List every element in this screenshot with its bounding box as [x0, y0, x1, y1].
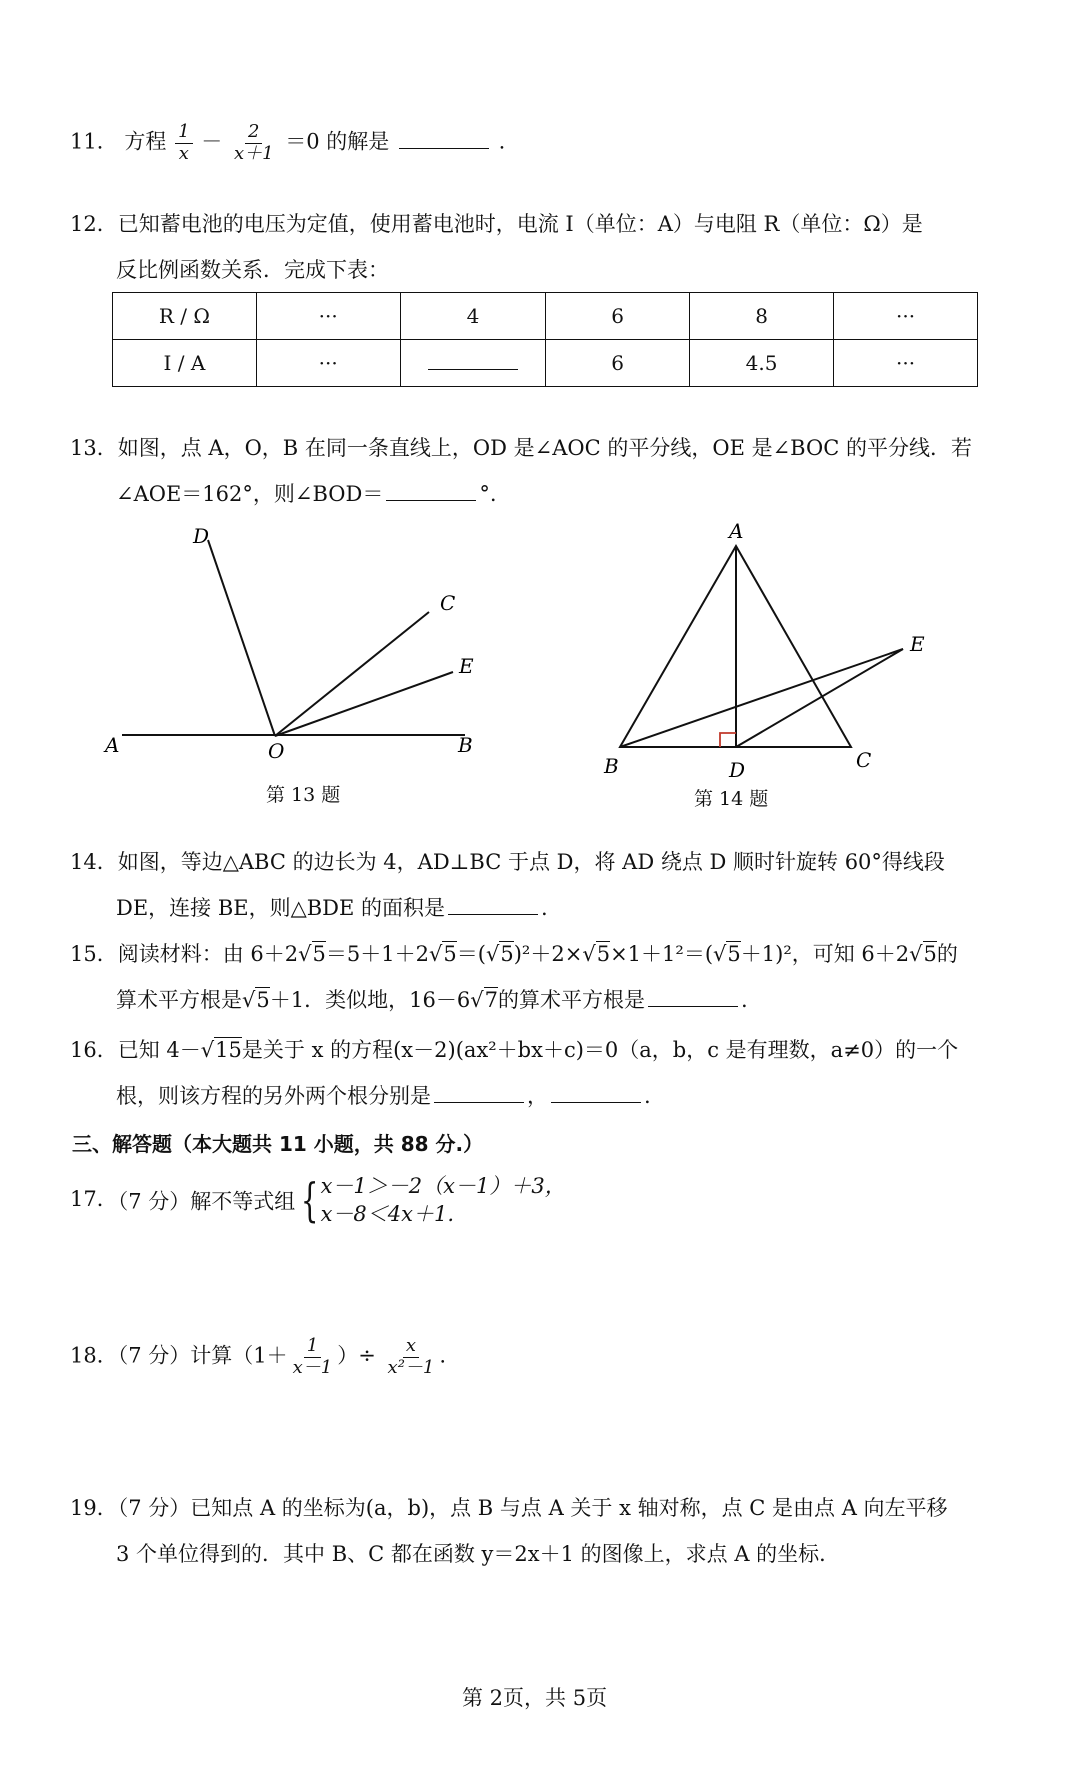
q18-text: （7 分）计算（1＋ — [117, 1343, 288, 1368]
ray-od — [208, 540, 275, 736]
q18-fraction-2 — [385, 1336, 438, 1378]
q15-text: ×1＋1²＝( — [610, 942, 714, 966]
label-b: B — [604, 754, 619, 778]
q17-text: （7 分）解不等式组 — [117, 1189, 296, 1214]
q11-prefix: 方程 — [124, 129, 167, 154]
q16-text: 根，则该方程的另外两个根分别是 — [116, 1084, 431, 1108]
sqrt-radicand: 5 — [256, 988, 270, 1012]
table-cell: 8 — [689, 293, 833, 340]
question-12-line2 — [116, 254, 389, 284]
sqrt-radicand: 5 — [443, 942, 457, 966]
question-17 — [70, 1172, 566, 1229]
question-11 — [70, 122, 505, 164]
label-b: B — [458, 733, 473, 757]
q11-minus: － — [201, 129, 223, 154]
resistance-current-table — [112, 292, 978, 387]
q14-text-2: DE，连接 BE，则△BDE 的面积是 — [116, 896, 446, 920]
table-cell: R / Ω — [113, 293, 257, 340]
table-cell: ··· — [256, 340, 400, 387]
answer-blank[interactable] — [428, 368, 518, 370]
question-13-line1 — [70, 432, 972, 462]
answer-blank[interactable] — [386, 499, 476, 501]
q18-number: 18． — [70, 1343, 118, 1368]
question-14-line1 — [70, 846, 945, 876]
table-cell: 6 — [546, 293, 690, 340]
figure-13-caption: 第 13 题 — [266, 784, 341, 806]
q11-number: 11． — [70, 129, 118, 154]
q15-text: ＋1)²，可知 6＋2 — [740, 942, 910, 966]
q14-number: 14． — [70, 850, 118, 874]
q15-number: 15． — [70, 942, 118, 966]
frac-num: 1 — [175, 122, 192, 144]
q13-text-2: ∠AOE＝162°，则∠BOD＝ — [116, 482, 384, 506]
q14-text: 如图，等边△ABC 的边长为 4，AD⊥BC 于点 D，将 AD 绕点 D 顺时针旋转 60°得线段 — [117, 850, 945, 874]
q12-number: 12． — [70, 212, 118, 236]
q15-text: ＝5＋1＋2 — [325, 942, 429, 966]
q16-end: . — [644, 1084, 651, 1108]
answer-blank[interactable] — [648, 1005, 738, 1007]
q15-text: 阅读材料：由 6＋2 — [117, 942, 299, 966]
q15-text: 的 — [936, 942, 958, 966]
sqrt-radicand: 15 — [215, 1038, 242, 1062]
frac-num: x — [403, 1336, 419, 1358]
label-e: E — [910, 632, 925, 656]
table-row — [113, 340, 978, 387]
q15-text: 的算术平方根是 — [497, 988, 645, 1012]
q18-divide: ）÷ — [337, 1343, 376, 1368]
q13-number: 13． — [70, 436, 118, 460]
q18-fraction-1 — [290, 1336, 336, 1378]
table-cell: 4.5 — [689, 340, 833, 387]
label-c: C — [440, 591, 456, 615]
table-cell: 4 — [400, 293, 546, 340]
table-cell: ··· — [834, 293, 978, 340]
question-13-line2 — [116, 478, 497, 508]
q11-tail: ＝0 的解是 — [285, 129, 390, 154]
system-brace: { — [301, 1173, 319, 1228]
frac-num: 1 — [304, 1336, 321, 1358]
frac-den: x－1 — [292, 1356, 333, 1378]
frac-num: 2 — [245, 122, 262, 144]
table-cell: 6 — [546, 340, 690, 387]
inequality-system — [321, 1172, 566, 1229]
q12-text-2: 反比例函数关系．完成下表： — [116, 258, 389, 282]
question-16-line2 — [116, 1080, 651, 1110]
frac-den: x — [178, 142, 189, 164]
ray-oe — [275, 672, 453, 736]
label-e: E — [459, 654, 474, 678]
inequality-1: x－1＞－2（x－1）＋3， — [320, 1174, 566, 1198]
q15-end: . — [740, 988, 748, 1012]
q19-text-2: 3 个单位得到的．其中 B、C 都在函数 y＝2x＋1 的图像上，求点 A 的坐标． — [116, 1542, 841, 1566]
answer-blank[interactable] — [434, 1101, 524, 1103]
question-15-line2: 算术平方根是√5＋1．类似地，16－6√7的算术平方根是 . — [116, 988, 748, 1012]
answer-blank[interactable] — [399, 147, 489, 149]
right-angle-mark — [720, 733, 736, 747]
answer-blank[interactable] — [448, 913, 538, 915]
question-19-line1 — [70, 1492, 948, 1522]
q19-number: 19． — [70, 1496, 118, 1520]
figure-13 — [95, 520, 505, 763]
q11-fraction-2 — [231, 122, 277, 164]
q14-end: . — [541, 896, 548, 920]
table-cell-blank[interactable] — [400, 340, 546, 387]
page-footer: 第 2页，共 5页 — [462, 1686, 608, 1710]
table-cell: ··· — [834, 340, 978, 387]
q11-end: . — [498, 129, 506, 154]
label-a: A — [105, 733, 120, 757]
question-12-line1 — [70, 208, 923, 238]
figure-14 — [590, 515, 940, 785]
ray-oc — [275, 612, 429, 736]
q15-text: 算术平方根是 — [116, 988, 242, 1012]
label-c: C — [856, 748, 872, 772]
sqrt-radicand: 7 — [484, 988, 498, 1012]
q15-text: )²＋2× — [513, 942, 583, 966]
frac-den: x²－1 — [387, 1356, 435, 1378]
q17-number: 17． — [70, 1186, 118, 1211]
frac-den: x＋1 — [233, 142, 274, 164]
answer-blank[interactable] — [551, 1101, 641, 1103]
q15-text: ＋1．类似地，16－6 — [269, 988, 471, 1012]
figure-14-caption: 第 14 题 — [694, 788, 769, 810]
sqrt-radicand: 5 — [312, 942, 326, 966]
table-cell: ··· — [256, 293, 400, 340]
q15-text: ＝( — [456, 942, 486, 966]
question-18 — [70, 1336, 446, 1378]
q16-comma: ， — [527, 1084, 548, 1108]
question-16-line1: 16．已知 4－√15是关于 x 的方程(x－2)(ax²＋bx＋c)＝0（a，b，c 是有理数，a≠0）的一个 — [70, 1038, 959, 1062]
sqrt-radicand: 5 — [923, 942, 937, 966]
label-d: D — [193, 524, 210, 548]
q13-text: 如图，点 A，O，B 在同一条直线上，OD 是∠AOC 的平分线，OE 是∠BOC 的平分线．若 — [117, 436, 972, 460]
label-d: D — [729, 758, 746, 782]
q19-text: （7 分）已知点 A 的坐标为(a，b)，点 B 与点 A 关于 x 轴对称，点 C 是由点 A 向左平移 — [117, 1496, 948, 1520]
table-row — [113, 293, 978, 340]
sqrt-radicand: 5 — [596, 942, 611, 966]
section-heading: 三、解答题（本大题共 11 小题，共 88 分.） — [72, 1132, 484, 1156]
question-19-line2 — [116, 1538, 840, 1568]
sqrt-radicand: 5 — [727, 942, 741, 966]
q11-fraction-1 — [175, 122, 192, 164]
q12-text: 已知蓄电池的电压为定值，使用蓄电池时，电流 I（单位：A）与电阻 R（单位：Ω）是 — [117, 212, 923, 236]
q18-end: . — [439, 1343, 447, 1368]
sqrt-radicand: 5 — [500, 942, 514, 966]
question-14-line2 — [116, 892, 548, 922]
question-15-line1: 15．阅读材料：由 6＋2√5＝5＋1＋2√5＝(√5)²＋2×√5×1＋1²＝(√5＋1)²，可知 6＋2√5的 — [70, 942, 958, 966]
q13-degree: °. — [479, 482, 497, 506]
q16-text: 已知 4－ — [117, 1038, 201, 1062]
inequality-2: x－8＜4x＋1. — [320, 1202, 455, 1227]
label-o: O — [268, 739, 285, 763]
q16-text: 是关于 x 的方程(x－2)(ax²＋bx＋c)＝0（a，b，c 是有理数，a≠0）的一个 — [241, 1038, 959, 1062]
q16-number: 16． — [70, 1038, 118, 1062]
label-a: A — [729, 519, 744, 543]
table-cell: I / A — [113, 340, 257, 387]
